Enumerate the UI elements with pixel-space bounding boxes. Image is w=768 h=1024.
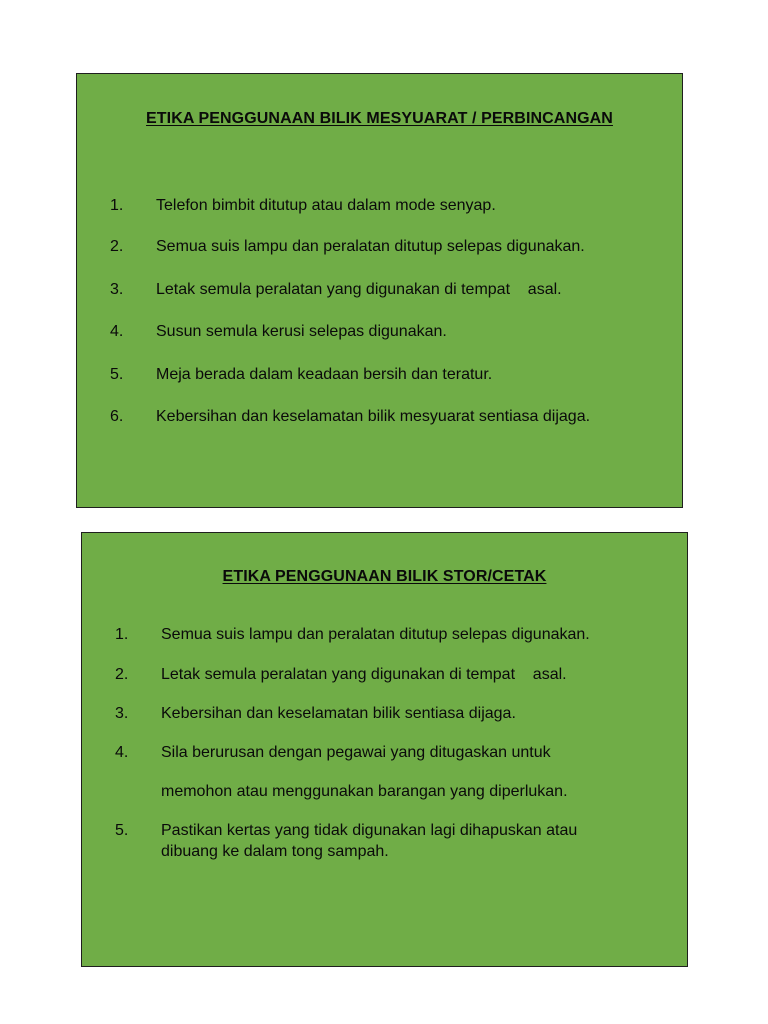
item-text: Letak semula peralatan yang digunakan di tempat asal. bbox=[156, 281, 562, 298]
store-print-room-title: ETIKA PENGGUNAAN BILIK STOR/CETAK bbox=[222, 568, 547, 585]
item-number: 5. bbox=[110, 366, 124, 383]
item-continuation-text: dibuang ke dalam tong sampah. bbox=[161, 843, 389, 860]
list-item-continuation bbox=[115, 841, 389, 904]
item-number: 3. bbox=[110, 281, 124, 298]
item-text: Semua suis lampu dan peralatan ditutup selepas digunakan. bbox=[161, 626, 590, 643]
item-number: 3. bbox=[115, 705, 129, 722]
item-text: Kebersihan dan keselamatan bilik mesyuarat sentiasa dijaga. bbox=[156, 408, 591, 425]
item-number: 1. bbox=[110, 197, 124, 214]
item-text: Sila berurusan dengan pegawai yang ditugaskan untuk bbox=[161, 744, 551, 761]
item-number: 1. bbox=[115, 626, 129, 643]
item-number: 2. bbox=[115, 666, 129, 683]
list-item bbox=[110, 406, 591, 490]
meeting-room-etiquette-panel bbox=[76, 73, 683, 508]
meeting-room-title: ETIKA PENGGUNAAN BILIK MESYUARAT / PERBINCANGAN bbox=[146, 110, 613, 127]
item-text: Letak semula peralatan yang digunakan di tempat asal. bbox=[161, 666, 567, 683]
item-text: Pastikan kertas yang tidak digunakan lagi dihapuskan atau bbox=[161, 822, 578, 839]
item-text: Semua suis lampu dan peralatan ditutup selepas digunakan. bbox=[156, 238, 585, 255]
item-text: Kebersihan dan keselamatan bilik sentiasa dijaga. bbox=[161, 705, 516, 722]
store-print-room-etiquette-panel bbox=[81, 532, 688, 967]
item-text: Susun semula kerusi selepas digunakan. bbox=[156, 323, 447, 340]
item-number: 4. bbox=[110, 323, 124, 340]
item-number: 2. bbox=[110, 238, 124, 255]
item-number: 5. bbox=[115, 822, 129, 839]
item-number: 6. bbox=[110, 408, 124, 425]
item-continuation-text: memohon atau menggunakan barangan yang diperlukan. bbox=[161, 783, 568, 800]
item-text: Meja berada dalam keadaan bersih dan teratur. bbox=[156, 366, 493, 383]
item-text: Telefon bimbit ditutup atau dalam mode senyap. bbox=[156, 197, 496, 214]
item-number: 4. bbox=[115, 744, 129, 761]
